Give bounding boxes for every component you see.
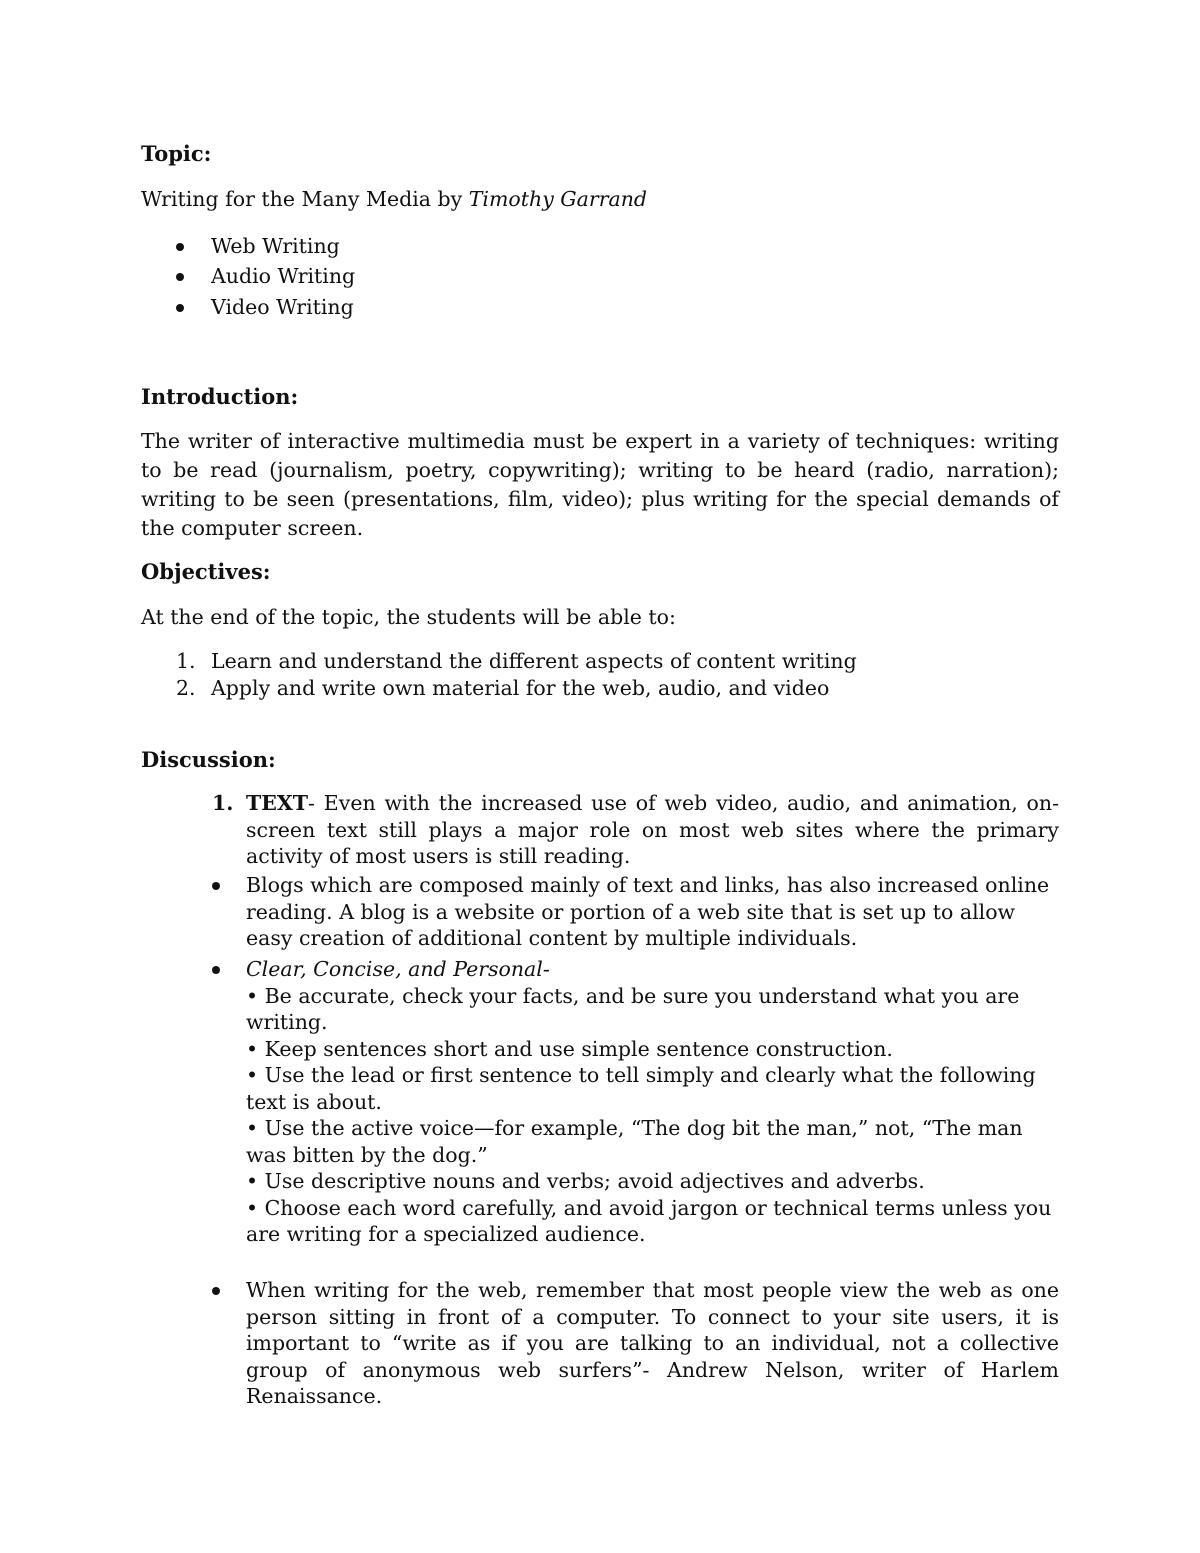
topic-author: Timothy Garrand xyxy=(468,187,648,211)
objective-item: Learn and understand the different aspects of content writing xyxy=(211,649,857,673)
bullet-dot-icon xyxy=(212,1287,220,1295)
topic-item-video: Video Writing xyxy=(211,295,354,319)
discussion-item-marker: 1. xyxy=(212,791,234,815)
clear-point: • Use the active voice—for example, “The dog bit the man,” not, “The man was bitten by the dog.” xyxy=(246,1116,1023,1167)
discussion-web: When writing for the web, remember that most people view the web as one person sitting in front of a computer. To connect to your site users, it is important to “write as if you are talking to an individual, not a collective group of anonymous web surfers”- Andrew Nelson, writer of Harlem Renaissance. xyxy=(246,1278,1059,1408)
topic-heading: Topic: xyxy=(141,141,212,166)
discussion-blogs: Blogs which are composed mainly of text and links, has also increased online reading. A blog is a website or portion of a web site that is set up to allow easy creation of additional content by multiple individuals. xyxy=(246,873,1050,950)
topic-item-audio: Audio Writing xyxy=(211,264,356,288)
introduction-heading: Introduction: xyxy=(141,384,299,409)
bullet-dot-icon xyxy=(176,273,184,281)
clear-title: Clear, Concise, and Personal- xyxy=(246,957,550,981)
objective-marker: 1. xyxy=(176,649,196,673)
clear-point: • Keep sentences short and use simple sentence construction. xyxy=(246,1036,893,1061)
bullet-dot-icon xyxy=(212,966,220,974)
clear-point: • Choose each word carefully, and avoid jargon or technical terms unless you are writing for a specialized audience. xyxy=(246,1195,1052,1246)
text-keyword: TEXT xyxy=(246,791,309,815)
objectives-heading: Objectives: xyxy=(141,559,271,584)
topic-title-text: Writing for the Many Media by xyxy=(141,187,469,211)
clear-point: • Use the lead or first sentence to tell simply and clearly what the following text is about. xyxy=(246,1063,1036,1114)
introduction-body: The writer of interactive multimedia must be expert in a variety of techniques: writing to be read (journalism, poetry, copywriting); writing to be heard (radio, narration); writing to be seen (presentations, film, video); plus writing for the special demands of the computer screen. xyxy=(141,429,1059,540)
bullet-dot-icon xyxy=(212,882,220,890)
topic-item-web: Web Writing xyxy=(211,234,340,258)
clear-point: • Use descriptive nouns and verbs; avoid adjectives and adverbs. xyxy=(246,1169,925,1193)
text-description: - Even with the increased use of web video, audio, and animation, on-screen text still plays a major role on most web sites where the primary activity of most users is still reading. xyxy=(246,791,1059,868)
bullet-dot-icon xyxy=(176,304,184,312)
objective-item: Apply and write own material for the web, audio, and video xyxy=(211,676,830,700)
topic-title xyxy=(141,186,647,213)
clear-point: • Be accurate, check your facts, and be sure you understand what you are writing. xyxy=(246,983,1020,1034)
discussion-heading: Discussion: xyxy=(141,747,276,772)
discussion-text-item xyxy=(246,790,1059,870)
bullet-dot-icon xyxy=(176,243,184,251)
objective-marker: 2. xyxy=(176,676,196,700)
clear-concise-personal xyxy=(246,956,1059,1248)
objectives-lead: At the end of the topic, the students will be able to: xyxy=(141,605,676,629)
